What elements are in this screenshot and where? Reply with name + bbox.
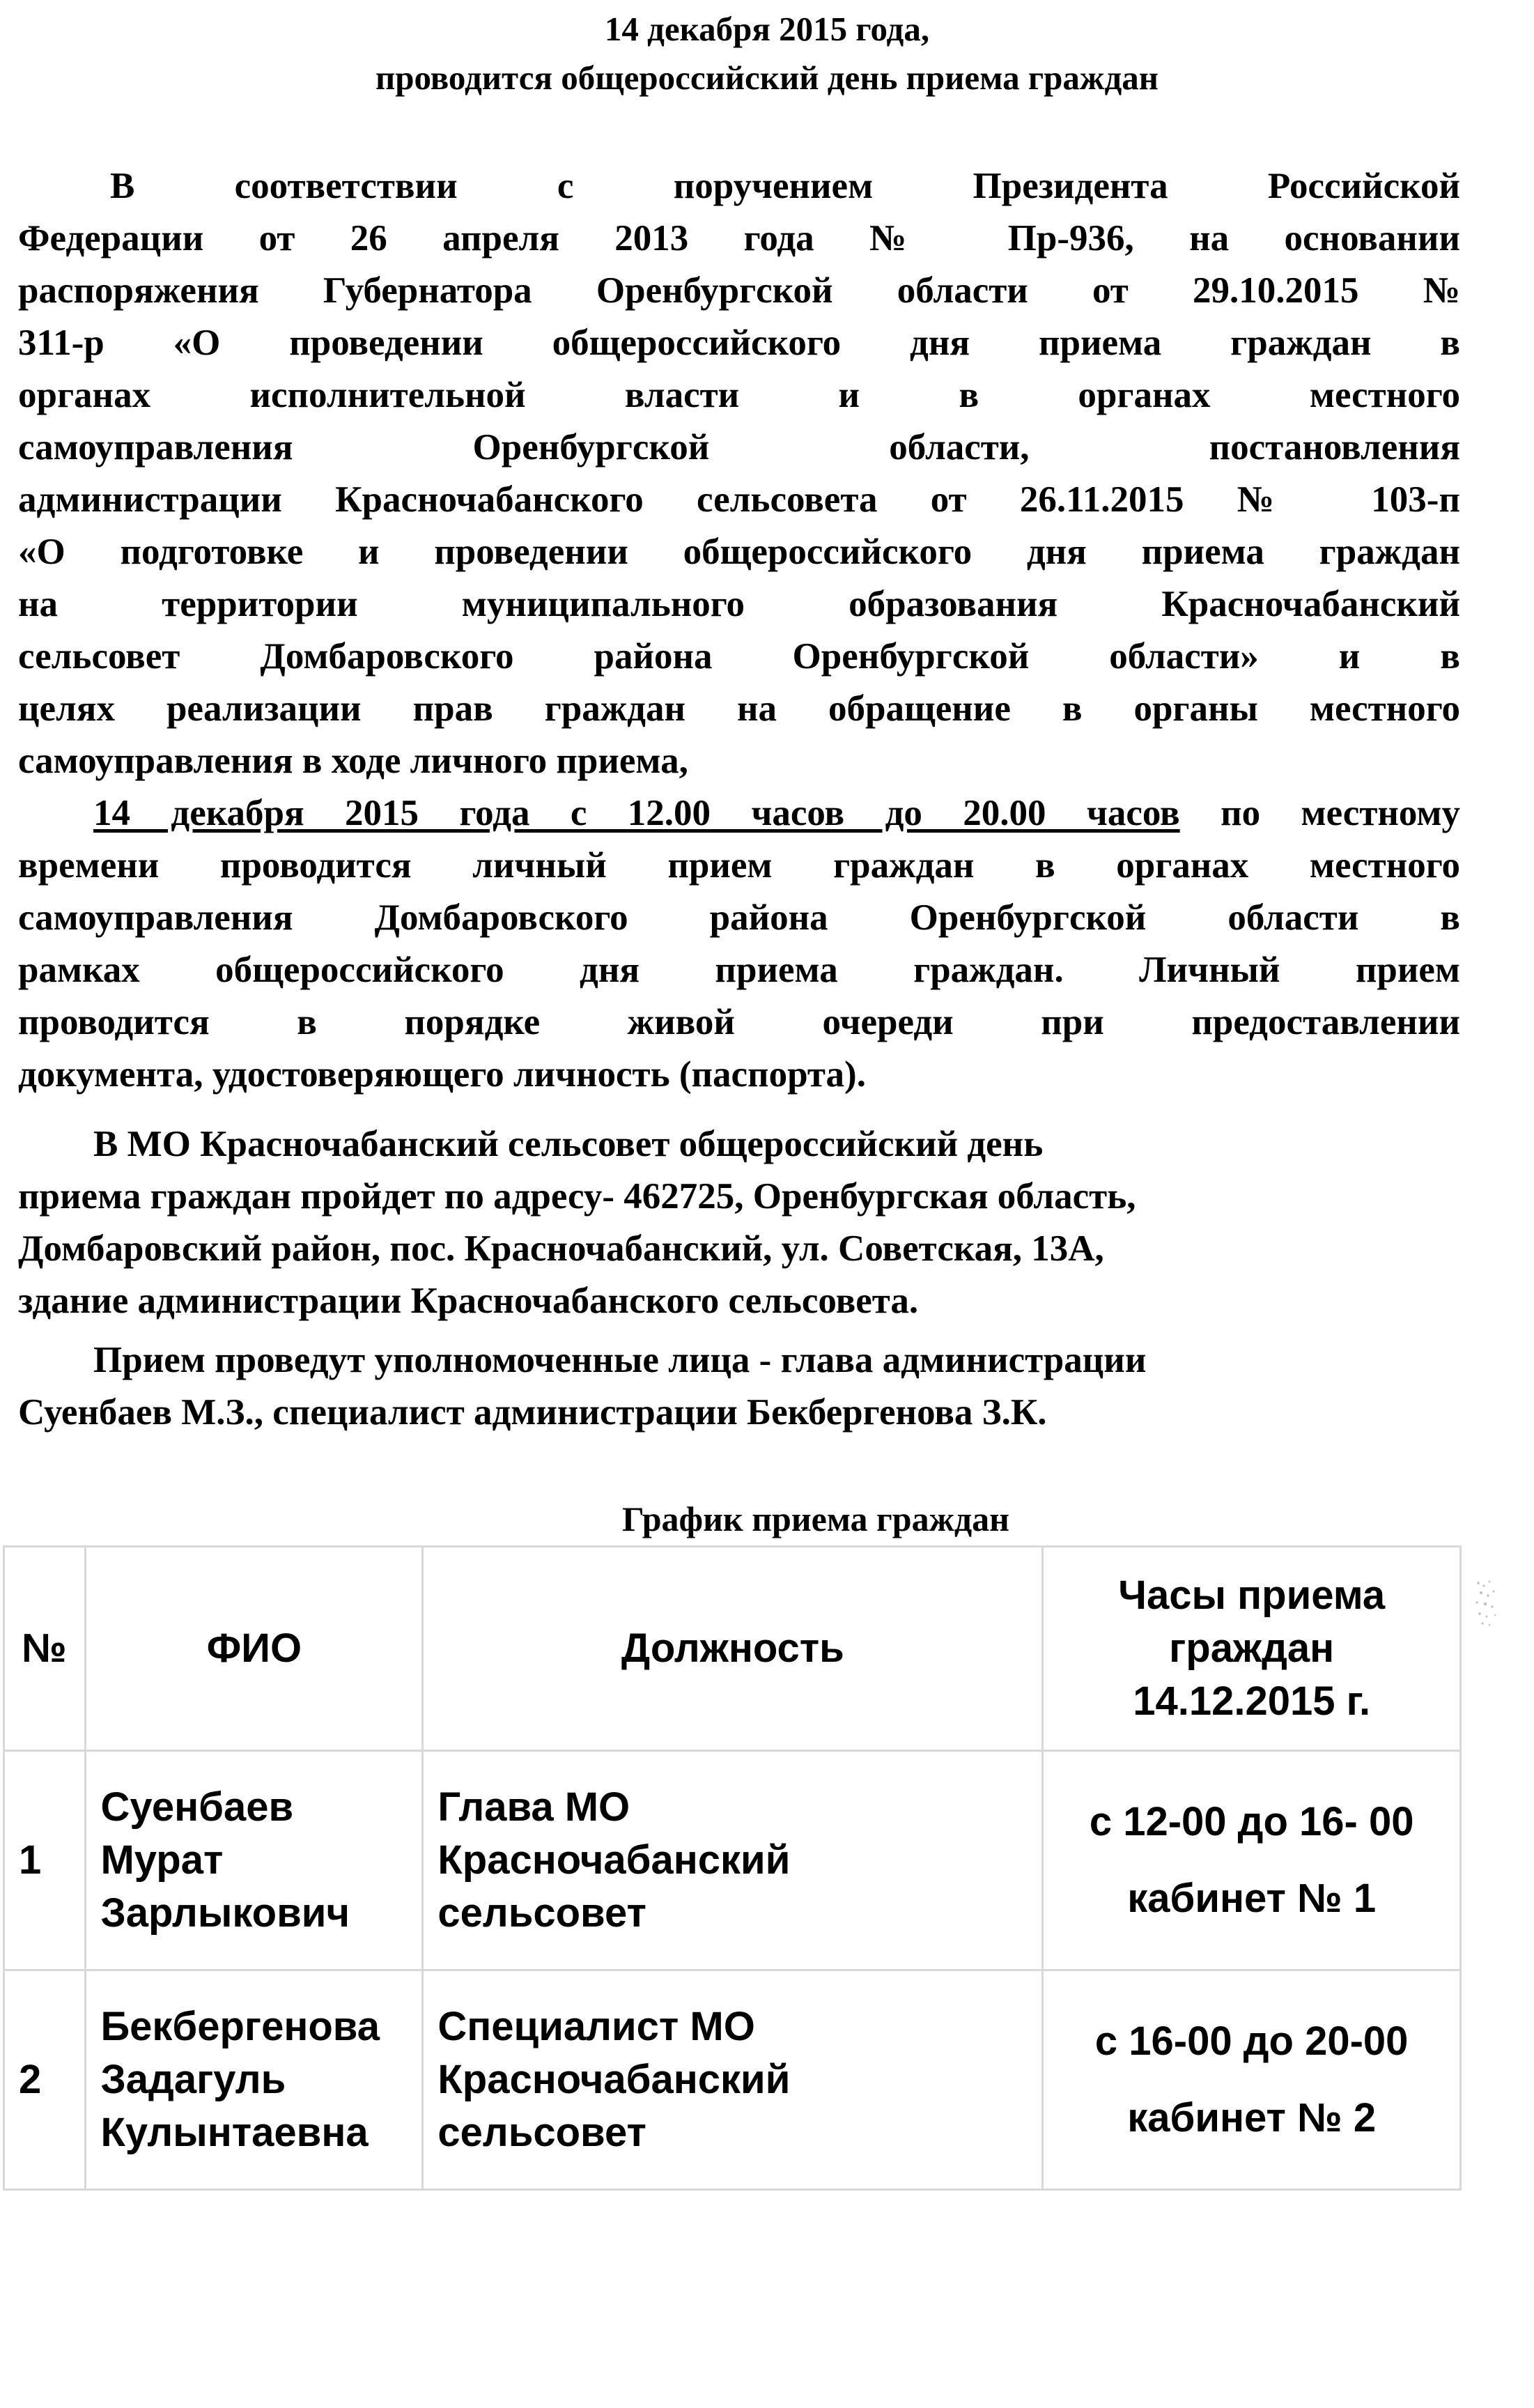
- text-line: Суенбаев М.З., специалист администрации Бекбергенова З.К.: [18, 1392, 1047, 1433]
- text-line: В соответствии с поручением Президента Российской: [110, 166, 1460, 206]
- reception-date-time: 14 декабря 2015 года с 12.00 часов до 20.00 часов: [93, 793, 1180, 833]
- fio-line: Кулынтаевна: [100, 2110, 369, 2155]
- doc-title-line2: проводится общероссийский день приема граждан: [375, 59, 1159, 97]
- text-line: органах исполнительной власти и в органах местного: [18, 375, 1460, 415]
- room-number: кабинет № 2: [1127, 2095, 1377, 2140]
- position-line: сельсовет: [437, 2110, 646, 2155]
- text-line: Домбаровский район, пос. Красночабанский, ул. Советская, 13А,: [18, 1228, 1104, 1269]
- cell-position: [423, 1751, 1043, 1970]
- fio-line: Суенбаев: [100, 1784, 294, 1830]
- header-line: граждан: [1169, 1626, 1335, 1671]
- text-line: проводится в порядке живой очереди при предоставлении: [18, 1002, 1460, 1042]
- schedule-table: [3, 1545, 1462, 2191]
- position-line: Красночабанский: [437, 2057, 791, 2102]
- schedule-title: График приема граждан: [622, 1499, 1009, 1538]
- cell-position: [423, 1970, 1043, 2190]
- cell-hours: [1043, 1970, 1461, 2190]
- text-line: на территории муниципального образования Красночабанский: [18, 584, 1460, 624]
- column-header-num: №: [4, 1547, 86, 1751]
- cell-num: 2: [4, 1970, 86, 2190]
- text-line: времени проводится личный прием граждан в органах местного: [18, 845, 1460, 886]
- header-line: Часы приема: [1118, 1573, 1386, 1618]
- position-line: Глава МО: [437, 1784, 630, 1830]
- text-line: Прием проведут уполномоченные лица - глава администрации: [93, 1340, 1147, 1380]
- doc-title-line1: 14 декабря 2015 года,: [604, 10, 930, 48]
- header-line: 14.12.2015 г.: [1133, 1678, 1371, 1724]
- cell-fio: [86, 1751, 423, 1970]
- cell-num: 1: [4, 1751, 86, 1970]
- table-row: [4, 1751, 1461, 1970]
- text-line: самоуправления в ходе личного приема,: [18, 741, 688, 781]
- text-line: сельсовет Домбаровского района Оренбургской области» и в: [18, 636, 1460, 677]
- text-line: целях реализации прав граждан на обращение в органы местного: [18, 688, 1460, 729]
- room-number: кабинет № 1: [1127, 1876, 1377, 1921]
- table-header-row: [4, 1547, 1461, 1751]
- hours-range: с 16-00 до 20-00: [1094, 2019, 1409, 2064]
- text-line: самоуправления Оренбургской области, постановления: [18, 427, 1460, 468]
- column-header-hours: [1043, 1547, 1461, 1751]
- text-line: «О подготовке и проведении общероссийского дня приема граждан: [18, 532, 1460, 572]
- text-line: В МО Красночабанский сельсовет общероссийский день: [93, 1124, 1044, 1164]
- position-line: сельсовет: [437, 1890, 646, 1936]
- text-line: распоряжения Губернатора Оренбургской области от 29.10.2015 №: [18, 270, 1460, 311]
- fio-line: Бекбергенова: [100, 2004, 380, 2049]
- text-line: [18, 787, 1460, 840]
- paragraph-reception-time: [18, 787, 1460, 1101]
- position-line: Специалист МО: [437, 2004, 755, 2049]
- text-fragment: по местному: [1221, 793, 1460, 833]
- fio-line: Задагуль: [100, 2057, 286, 2102]
- paragraph-decree: [18, 160, 1460, 787]
- text-line: администрации Красночабанского сельсовета от 26.11.2015 № 103-п: [18, 479, 1460, 520]
- scan-noise-mark: [1471, 1576, 1503, 1630]
- fio-line: Зарлыкович: [100, 1890, 350, 1936]
- cell-fio: [86, 1970, 423, 2190]
- text-line: рамках общероссийского дня приема граждан. Личный прием: [18, 950, 1460, 990]
- text-line: здание администрации Красночабанского сельсовета.: [18, 1281, 919, 1321]
- column-header-fio: ФИО: [86, 1547, 423, 1751]
- fio-line: Мурат: [100, 1837, 224, 1883]
- text-line: 311-р «О проведении общероссийского дня приема граждан в: [18, 323, 1460, 363]
- text-line: документа, удостоверяющего личность (паспорта).: [18, 1054, 866, 1095]
- column-header-position: Должность: [423, 1547, 1043, 1751]
- table-row: [4, 1970, 1461, 2190]
- hours-range: с 12-00 до 16- 00: [1089, 1799, 1414, 1844]
- text-line: приема граждан пройдет по адресу- 462725, Оренбургская область,: [18, 1176, 1136, 1217]
- position-line: Красночабанский: [437, 1837, 791, 1883]
- text-line: Федерации от 26 апреля 2013 года № Пр-936, на основании: [18, 218, 1460, 258]
- text-line: самоуправления Домбаровского района Оренбургской области в: [18, 897, 1460, 938]
- cell-hours: [1043, 1751, 1461, 1970]
